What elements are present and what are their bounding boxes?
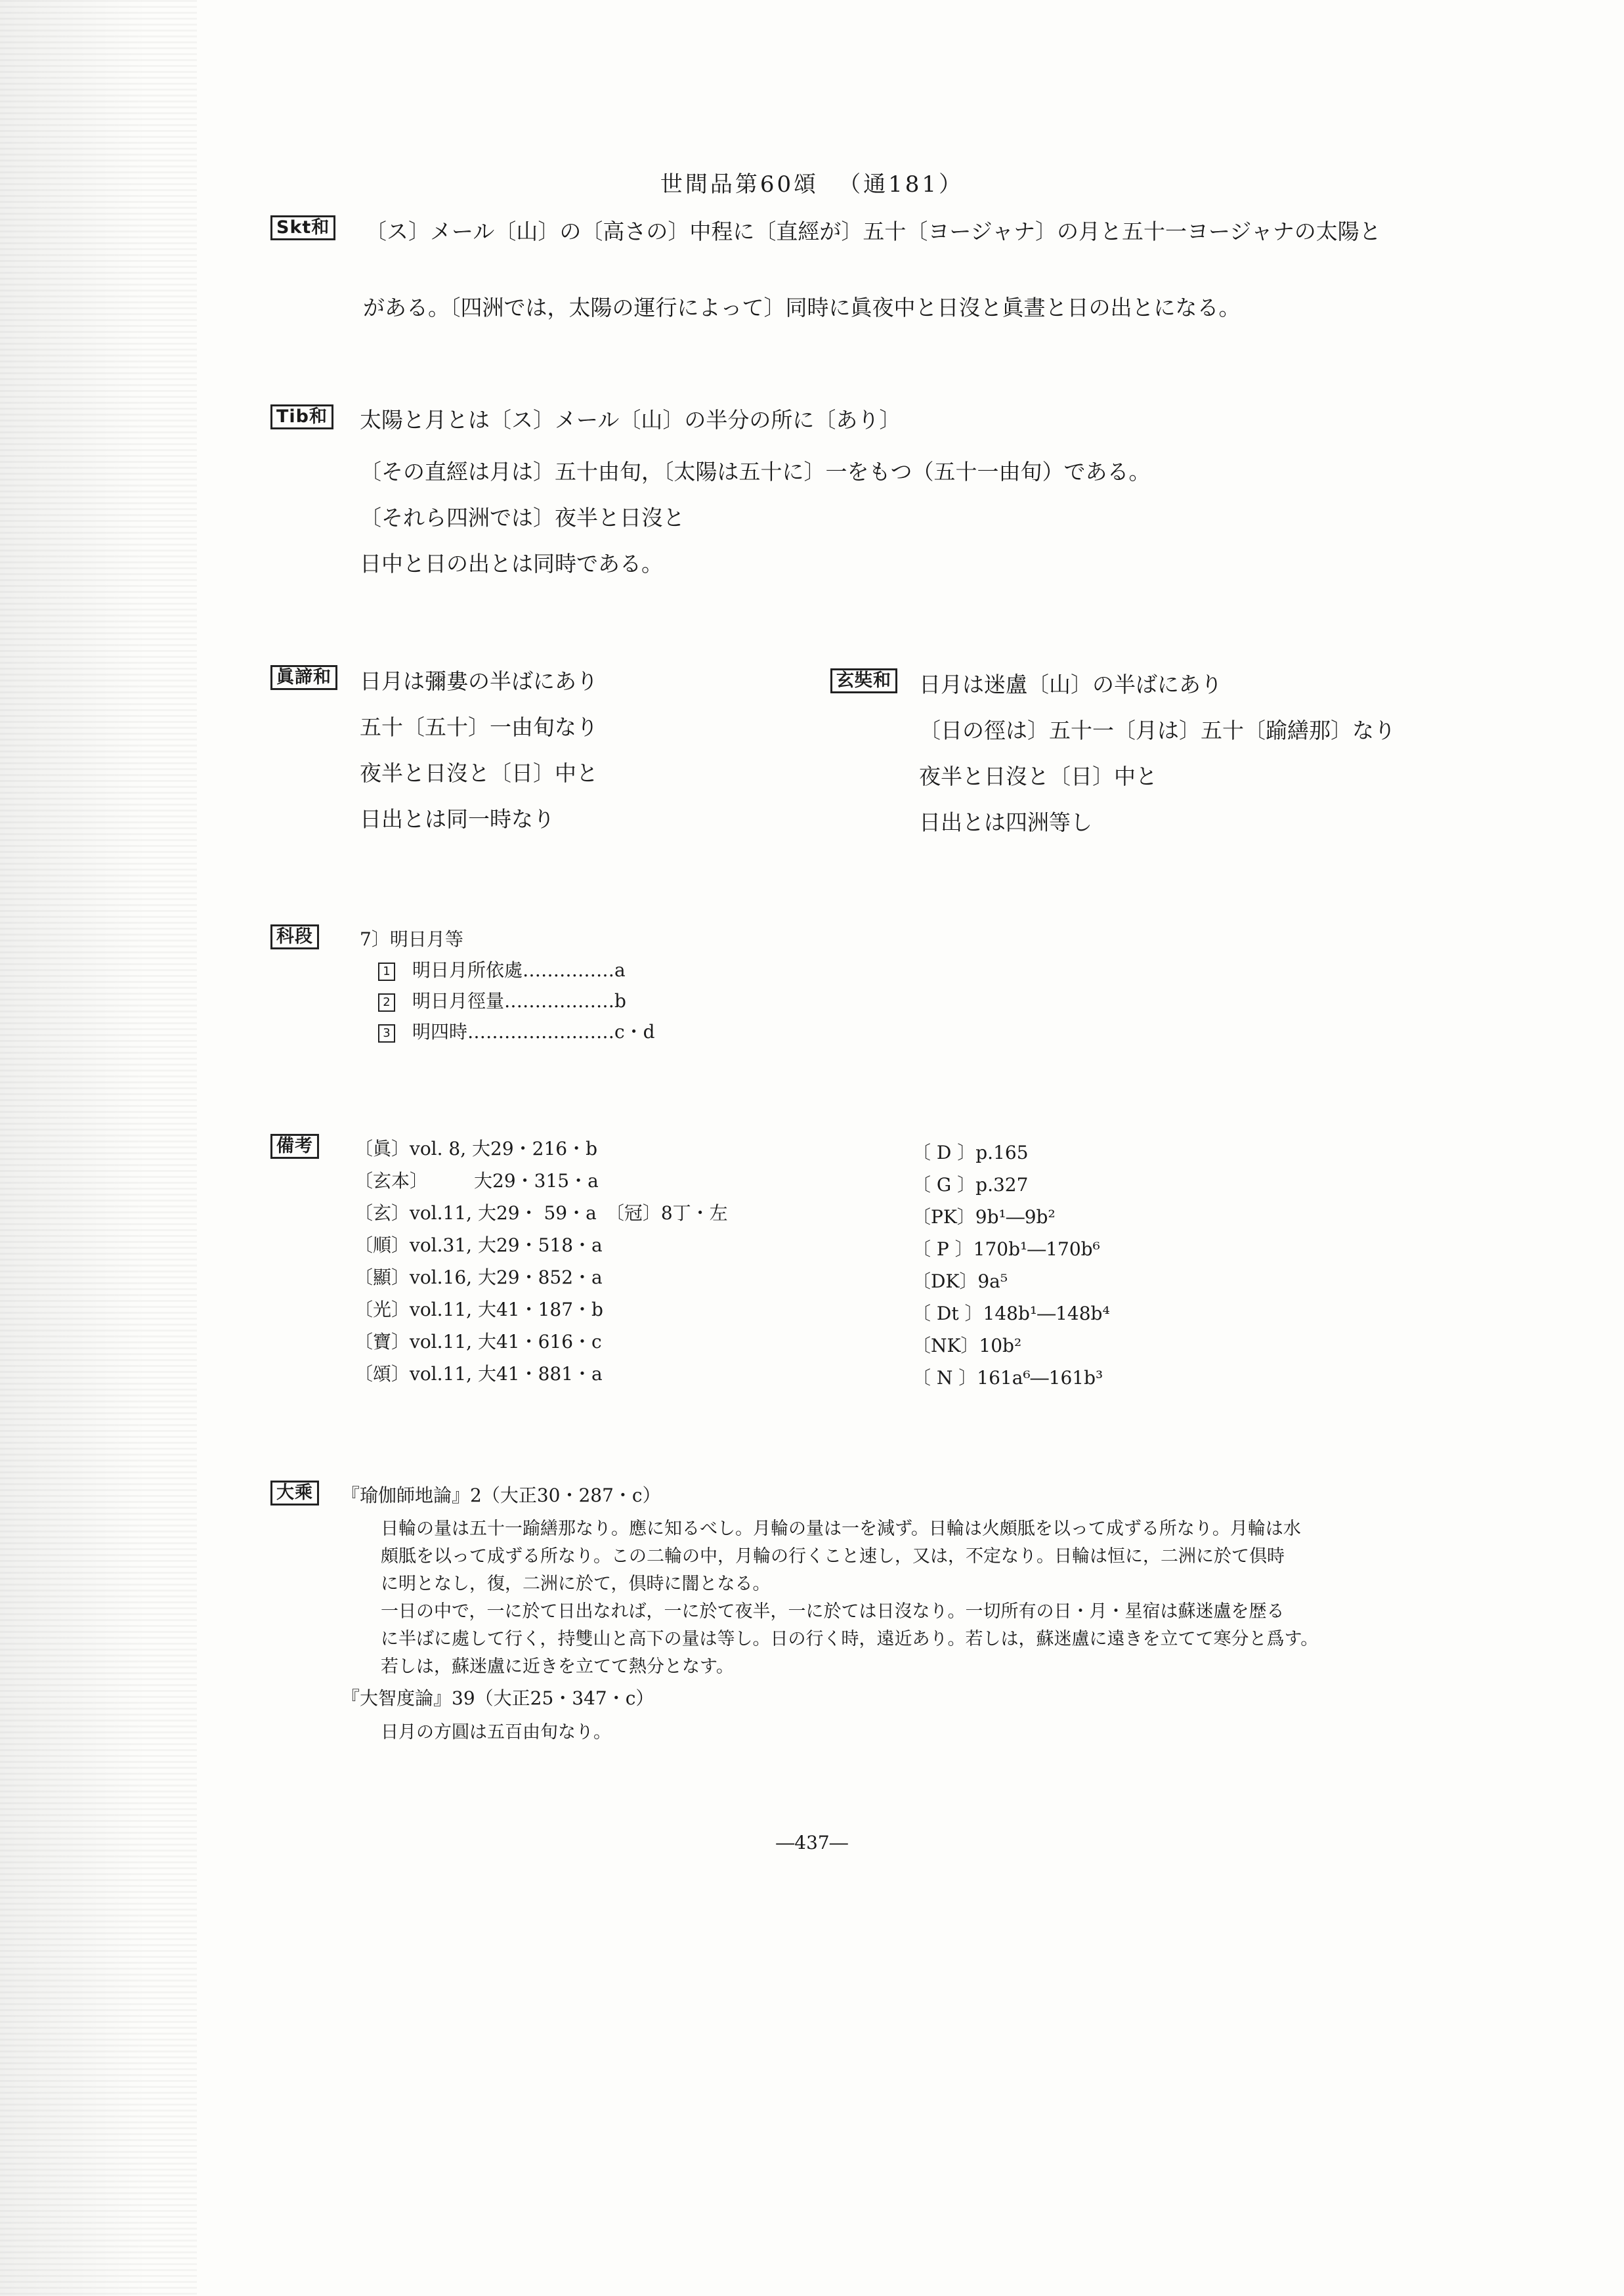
genjo-line-3: 夜半と日沒と〔日〕中と xyxy=(919,764,1157,789)
scan-binding-shadow xyxy=(0,0,197,2296)
daijo-source-2: 『大智度論』39（大正25・347・c） xyxy=(341,1687,654,1709)
biko-right-2: 〔 G 〕p.327 xyxy=(912,1174,1029,1196)
genjo-line-4: 日出とは四洲等し xyxy=(919,810,1092,835)
daijo-tag: 大乘 xyxy=(270,1481,319,1505)
shindai-line-4: 日出とは同一時なり xyxy=(360,806,555,832)
kadan-heading: 7〕明日月等 xyxy=(360,928,463,950)
kadan-item-2-number: 2 xyxy=(378,993,395,1012)
biko-left-5: 〔顯〕vol.16, 大29・852・a xyxy=(354,1267,603,1288)
genjo-line-1: 日月は迷盧〔山〕の半ばにあり xyxy=(919,672,1222,697)
tib-line-3: 〔それら四洲では〕夜半と日沒と xyxy=(360,505,685,531)
page-number: ―437― xyxy=(776,1832,848,1853)
daijo-para1-line-6: 若しは，蘇迷盧に近きを立てて熱分となす。 xyxy=(381,1657,734,1677)
biko-tag: 備考 xyxy=(270,1134,319,1159)
skt-line-1: 〔ス〕メール〔山〕の〔高さの〕中程に〔直經が〕五十〔ヨージャナ〕の月と五十一ヨージャナの太陽と xyxy=(365,219,1381,244)
kadan-item-1-text: 明日月所依處……………a xyxy=(412,959,626,981)
biko-right-3: 〔PK〕9b¹―9b² xyxy=(912,1206,1056,1228)
daijo-para1-line-1: 日輪の量は五十一踰繕那なり。應に知るべし。月輪の量は一を減ず。日輪は火頗胝を以って成ずる所なり。月輪は水 xyxy=(381,1519,1301,1539)
kadan-item-3 xyxy=(378,1018,655,1044)
biko-left-2: 〔玄本〕 大29・315・a xyxy=(354,1170,599,1192)
kadan-item-1 xyxy=(378,956,626,982)
biko-left-4: 〔順〕vol.31, 大29・518・a xyxy=(354,1234,603,1256)
biko-left-8: 〔頌〕vol.11, 大41・881・a xyxy=(354,1363,603,1385)
genjo-line-2: 〔日の徑は〕五十一〔月は〕五十〔踰繕那〕なり xyxy=(919,718,1396,743)
daijo-para1-line-2: 頗胝を以って成ずる所なり。この二輪の中，月輪の行くこと速し，又は，不定なり。日輪は恒に，二洲に於て倶時 xyxy=(381,1546,1285,1567)
title-main: 世間品第60頌 xyxy=(660,171,819,198)
shindai-line-3: 夜半と日沒と〔日〕中と xyxy=(360,760,598,786)
tib-line-4: 日中と日の出とは同時である。 xyxy=(360,551,663,576)
genjo-tag: 玄奘和 xyxy=(830,668,897,693)
biko-left-6: 〔光〕vol.11, 大41・187・b xyxy=(354,1299,603,1320)
kadan-tag: 科段 xyxy=(270,924,319,949)
biko-right-6: 〔 Dt 〕148b¹―148b⁴ xyxy=(912,1303,1110,1324)
daijo-para1-line-4: 一日の中で，一に於て日出なれば，一に於て夜半，一に於ては日沒なり。一切所有の日・月・星宿は蘇迷盧を歴る xyxy=(381,1601,1285,1622)
tib-line-1: 太陽と月とは〔ス〕メール〔山〕の半分の所に〔あり〕 xyxy=(360,407,901,433)
shindai-tag: 眞諦和 xyxy=(270,665,337,690)
title-sub: （通181） xyxy=(838,171,964,198)
kadan-item-2 xyxy=(378,987,626,1013)
biko-left-1: 〔眞〕vol. 8, 大29・216・b xyxy=(354,1138,598,1159)
kadan-item-3-text: 明四時……………………c・d xyxy=(412,1021,655,1043)
biko-right-7: 〔NK〕10b² xyxy=(912,1335,1022,1356)
page-title xyxy=(0,166,1624,198)
kadan-item-2-text: 明日月徑量………………b xyxy=(412,990,626,1012)
kadan-item-3-number: 3 xyxy=(378,1024,395,1043)
skt-tag: Skt和 xyxy=(270,215,335,240)
shindai-line-2: 五十〔五十〕一由旬なり xyxy=(360,714,598,740)
shindai-line-1: 日月は彌婁の半ばにあり xyxy=(360,668,598,694)
biko-right-5: 〔DK〕9a⁵ xyxy=(912,1270,1008,1292)
biko-right-8: 〔 N 〕161a⁶―161b³ xyxy=(912,1367,1103,1389)
biko-left-7: 〔寶〕vol.11, 大41・616・c xyxy=(354,1331,602,1353)
biko-right-4: 〔 P 〕170b¹―170b⁶ xyxy=(912,1238,1100,1260)
daijo-para1-line-5: に半ばに處して行く，持雙山と高下の量は等し。日の行く時，遠近あり。若しは，蘇迷盧に遠きを立てて寒分と爲す。 xyxy=(381,1629,1319,1649)
biko-right-1: 〔 D 〕p.165 xyxy=(912,1142,1029,1163)
skt-line-2: がある。〔四洲では，太陽の運行によって〕同時に眞夜中と日沒と眞晝と日の出とになる。 xyxy=(363,295,1241,320)
daijo-para1-line-3: に明となし，復，二洲に於て，倶時に闇となる。 xyxy=(381,1574,771,1594)
kadan-item-1-number: 1 xyxy=(378,963,395,981)
daijo-source-1: 『瑜伽師地論』2（大正30・287・c） xyxy=(341,1484,661,1506)
tib-tag: Tib和 xyxy=(270,404,333,429)
biko-left-3: 〔玄〕vol.11, 大29・ 59・a 〔冠〕8丁・左 xyxy=(354,1202,728,1224)
daijo-para2-line-1: 日月の方圓は五百由旬なり。 xyxy=(381,1722,611,1743)
tib-line-2: 〔その直經は月は〕五十由旬，〔太陽は五十に〕一をもつ（五十一由旬）である。 xyxy=(360,459,1151,485)
